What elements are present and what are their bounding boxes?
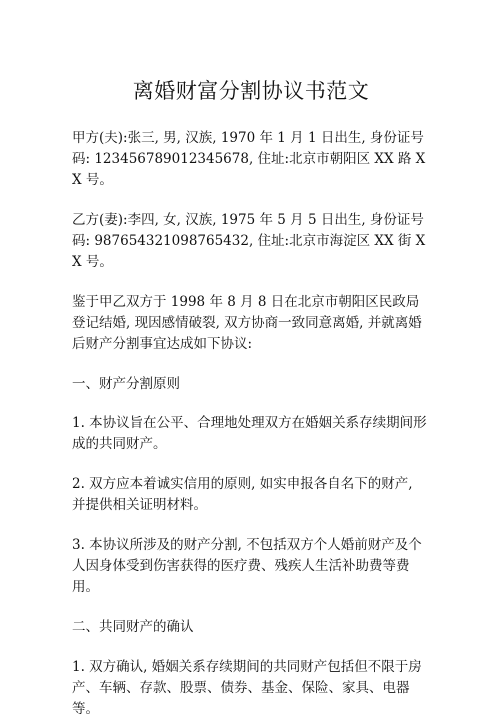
joint-property-item-1: 1. 双方确认, 婚姻关系存续期间的共同财产包括但不限于房产、车辆、存款、股票、债券、基金、保险、家具、电器等。 (72, 658, 422, 717)
principle-item-1: 1. 本协议旨在公平、合理地处理双方在婚姻关系存续期间形成的共同财产。 (72, 415, 427, 453)
party-a-paragraph: 甲方(夫):张三, 男, 汉族, 1970 年 1 月 1 日出生, 身份证号码: 123456789012345678, 住址:北京市朝阳区 XX 路 XX 号。 (72, 130, 426, 189)
party-b-paragraph: 乙方(妻):李四, 女, 汉族, 1975 年 5 月 5 日出生, 身份证号码: 987654321098765432, 住址:北京市海淀区 XX 街 XX 号。 (72, 212, 426, 270)
principle-item-3: 3. 本协议所涉及的财产分割, 不包括双方个人婚前财产及个人因身体受到伤害获得的医疗费、残疾人生活补助费等费用。 (72, 537, 422, 595)
preamble-paragraph: 鉴于甲乙双方于 1998 年 8 月 8 日在北京市朝阳区民政局登记结婚, 现因感情破裂, 双方协商一致同意离婚, 并就离婚后财产分割事宜达成如下协议: (72, 293, 422, 352)
document-title: 离婚财富分割协议书范文 (132, 79, 370, 103)
principle-item-2: 2. 双方应本着诚实信用的原则, 如实申报各自名下的财产, 并提供相关证明材料。 (72, 476, 413, 514)
section-heading-distribution-principles: 一、财产分割原则 (72, 375, 180, 392)
section-heading-joint-property: 二、共同财产的确认 (72, 618, 194, 635)
